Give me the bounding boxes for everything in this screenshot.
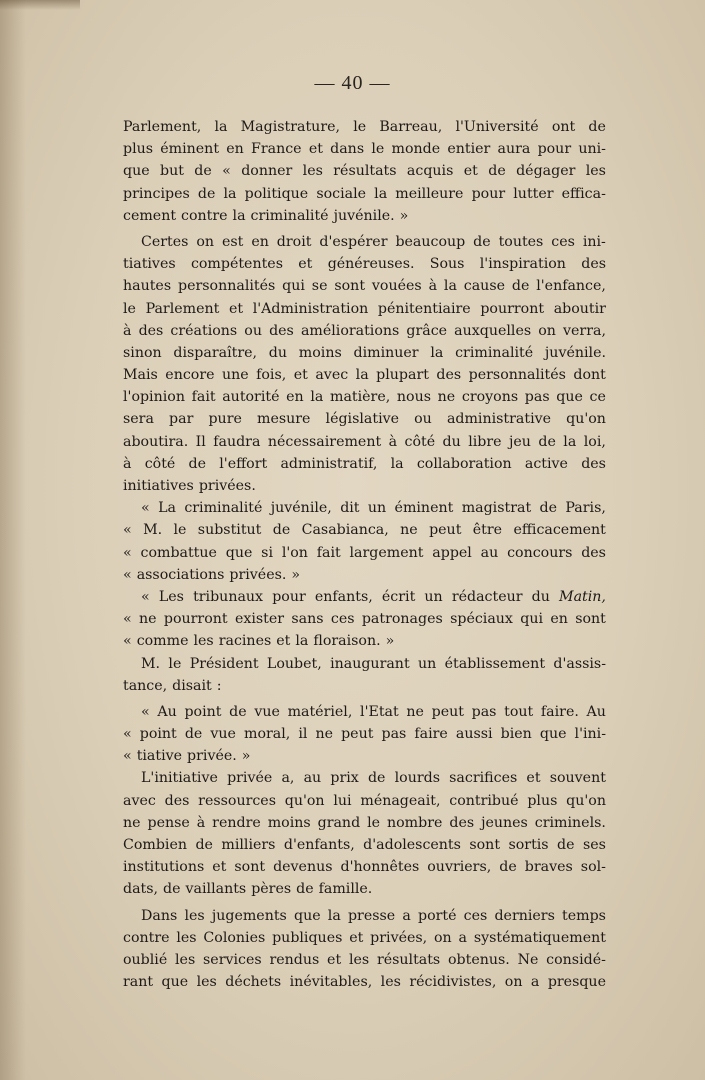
- text-line: oublié les services rendus et les résultats obtenus. Ne considé-: [123, 951, 606, 968]
- text-line: sinon disparaître, du moins diminuer la criminalité juvénile.: [123, 344, 606, 361]
- text-line: avec des ressources qu'on lui ménageait, contribué plus qu'on: [123, 792, 606, 809]
- text-line: « M. le substitut de Casabianca, ne peut être efficacement: [123, 522, 606, 539]
- text-segment: écrit: [381, 588, 416, 605]
- text-line: « point de vue moral, il ne peut pas faire aussi bien que l'ini-: [123, 726, 606, 743]
- paragraph: [123, 231, 606, 497]
- quote-paragraph: [123, 586, 606, 653]
- paragraph: [123, 653, 606, 697]
- text-line: hautes personnalités qui se sont vouées à la cause de l'enfance,: [123, 278, 606, 295]
- text-line: « Au point de vue matériel, l'Etat ne peut pas tout faire. Au: [141, 703, 606, 720]
- text-line: « La criminalité juvénile, dit un éminent magistrat de Paris,: [141, 500, 606, 517]
- text-line: ne pense à rendre moins grand le nombre des jeunes criminels.: [123, 814, 606, 831]
- text-segment: du: [531, 588, 550, 605]
- italic-title: Matin,: [559, 588, 606, 605]
- body-text: [123, 116, 606, 993]
- page-gutter-shadow: [0, 0, 26, 1080]
- text-line: plus éminent en France et dans le monde entier aura pour uni-: [123, 141, 606, 158]
- quote-paragraph: [123, 497, 606, 586]
- text-line: le Parlement et l'Administration pénitentiaire pourront aboutir: [123, 300, 606, 317]
- text-line: M. le Président Loubet, inaugurant un établissement d'assis-: [141, 655, 606, 672]
- text-line: Dans les jugements que la presse a porté ces derniers temps: [141, 907, 606, 924]
- paragraph: [123, 905, 606, 994]
- text-line: à des créations ou des améliorations grâce auxquelles on verra,: [123, 322, 606, 339]
- text-segment: Les: [158, 588, 184, 605]
- text-line: dats, de vaillants pères de famille.: [123, 881, 373, 898]
- text-line: « combattue que si l'on fait largement appel au concours des: [123, 544, 606, 561]
- text-line: l'opinion fait autorité en la matière, nous ne croyons pas que ce: [123, 389, 606, 406]
- text-line: institutions et sont devenus d'honnêtes ouvriers, de braves sol-: [123, 859, 606, 876]
- text-line: Combien de milliers d'enfants, d'adolescents sont sortis de ses: [123, 837, 606, 853]
- text-line: principes de la politique sociale la meilleure pour lutter effica-: [123, 185, 606, 202]
- paragraph: [123, 767, 606, 900]
- text-line: que but de « donner les résultats acquis et de dégager les: [123, 163, 606, 180]
- text-line: « associations privées. »: [123, 566, 301, 583]
- text-line: Certes on est en droit d'espérer beaucoup de toutes ces ini-: [141, 233, 606, 250]
- text-line: « tiative privée. »: [123, 748, 251, 765]
- text-segment: «: [141, 588, 150, 605]
- text-segment: un: [424, 588, 443, 605]
- text-line: L'initiative privée a, au prix de lourds sacrifices et souvent: [141, 770, 606, 787]
- text-line: Mais encore une fois, et avec la plupart des personnalités dont: [123, 367, 606, 384]
- text-line: à côté de l'effort administratif, la collaboration active des: [123, 455, 606, 472]
- text-line: cement contre la criminalité juvénile. »: [123, 207, 409, 224]
- text-line: « ne pourront exister sans ces patronages spéciaux qui en sont: [123, 611, 606, 628]
- text-segment: rédacteur: [451, 588, 523, 605]
- quote-paragraph: [123, 701, 606, 768]
- page-edge-stain: [0, 0, 80, 10]
- paragraph: [123, 116, 606, 227]
- text-segment: enfants,: [314, 588, 373, 605]
- text-line: tiatives compétentes et généreuses. Sous l'inspiration des: [123, 256, 606, 273]
- text-line: « comme les racines et la floraison. »: [123, 633, 395, 650]
- text-line: contre les Colonies publiques et privées, on a systématiquement: [123, 929, 606, 946]
- text-segment: tribunaux: [193, 588, 264, 605]
- text-line-with-italic: [123, 586, 606, 608]
- text-line: initiatives privées.: [123, 478, 256, 494]
- text-segment: pour: [272, 588, 306, 605]
- text-line: Parlement, la Magistrature, le Barreau, l'Université ont de: [123, 119, 606, 135]
- text-line: sera par pure mesure législative ou administrative qu'on: [123, 411, 606, 428]
- text-line: rant que les déchets inévitables, les récidivistes, on a presque: [123, 974, 606, 991]
- page-number: — 40 —: [314, 72, 391, 94]
- text-line: tance, disait :: [123, 677, 222, 694]
- text-line: aboutira. Il faudra nécessairement à côté du libre jeu de la loi,: [123, 433, 606, 450]
